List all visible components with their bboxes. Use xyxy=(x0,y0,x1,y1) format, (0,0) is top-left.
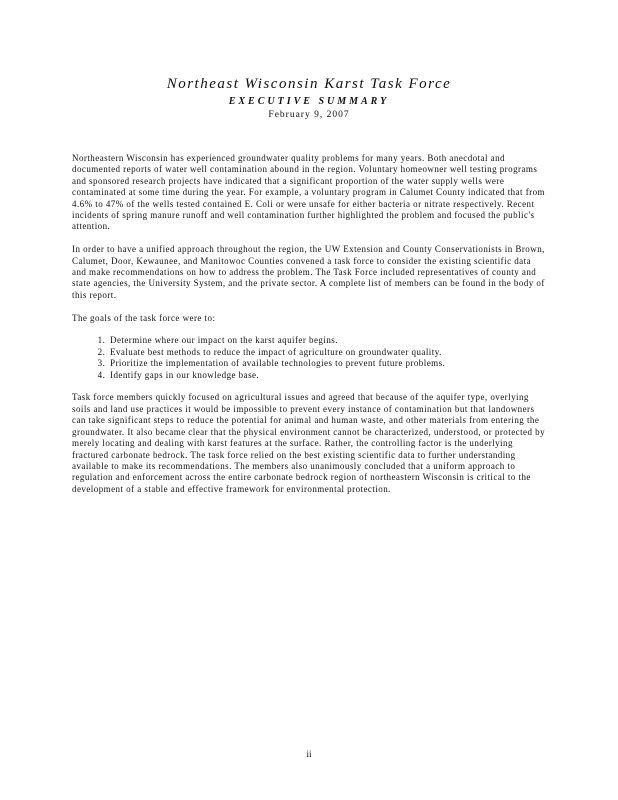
document-title: Northeast Wisconsin Karst Task Force xyxy=(166,76,452,92)
goals-intro: The goals of the task force were to: xyxy=(72,312,216,323)
document-date: February 9, 2007 xyxy=(268,110,350,120)
paragraph-conclusions: Task force members quickly focused on agricultural issues and agreed that because of the aquifer type, overlying soils and land use practices it would be impossible to prevent every instance of contamination but that landowners can take significant steps to reduce the potential for animal and human waste, and other materials from entering the groundwater. It also became clear that the physical environment cannot be characterized, understood, or protected by merely locating and dealing with karst features at the surface. Rather, the controlling factor is the underlying fractured carbonate bedrock. The task force relied on the best existing scientific data to further understanding available to make its recommendations. The members also unanimously concluded that a uniform approach to regulation and enforcement across the entire carbonate bedrock region of northeastern Wisconsin is critical to the development of a stable and effective framework for environmental protection. xyxy=(72,392,546,494)
goal-item: 4. Identify gaps in our knowledge base. xyxy=(108,370,546,381)
paragraph-intro: Northeastern Wisconsin has experienced groundwater quality problems for many years. Both anecdotal and documented reports of water well contamination abound in the region. Voluntary homeowner well testing programs and sponsored research projects have indicated that a significant proportion of the water supply wells were contaminated at some time during the year. For example, a voluntary program in Calumet County indicated that from 4.6% to 47% of the wells tested contained E. Coli or were unsafe for either bacteria or nitrate respectively. Recent incidents of spring manure runoff and well contamination further highlighted the problem and focused the public's attention. xyxy=(72,153,545,232)
document-subtitle: EXECUTIVE SUMMARY xyxy=(228,96,390,107)
page-number: ii xyxy=(306,749,312,759)
goal-item: 1. Determine where our impact on the karst aquifer begins. xyxy=(108,335,546,346)
goal-item: 3. Prioritize the implementation of available technologies to prevent future problems. xyxy=(108,358,546,369)
goal-item: 2. Evaluate best methods to reduce the impact of agriculture on groundwater quality. xyxy=(108,347,546,358)
goals-list xyxy=(72,335,546,381)
document-body xyxy=(72,153,546,507)
paragraph-approach: In order to have a unified approach throughout the region, the UW Extension and County Conservationists in Brown, Calumet, Door, Kewaunee, and Manitowoc Counties convened a task force to consider the existing scientific data and make recommendations on how to address the problem. The Task Force included representatives of county and state agencies, the University System, and the private sector. A complete list of members can be found in the body of this report. xyxy=(72,244,545,300)
